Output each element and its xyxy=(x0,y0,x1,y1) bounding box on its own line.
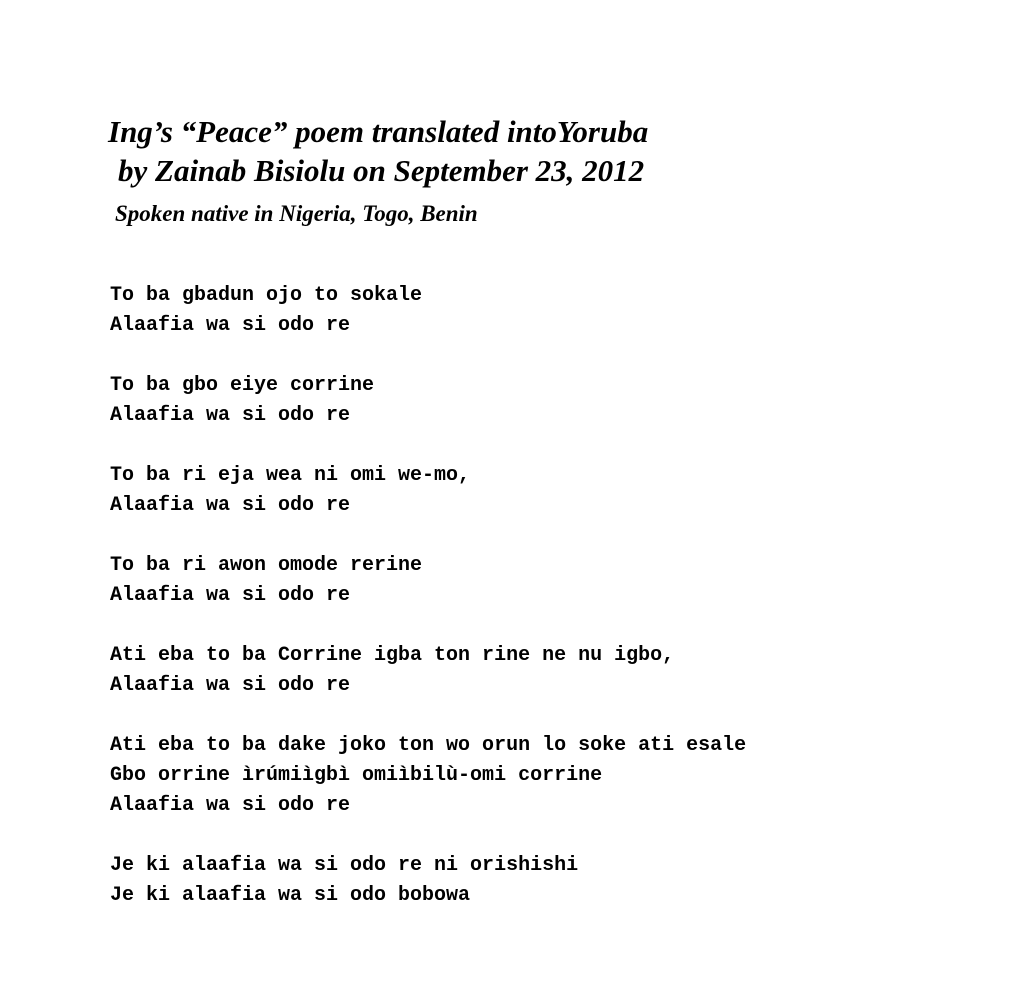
poem-line: Alaafia wa si odo re xyxy=(110,404,351,427)
title-line-2: by Zainab Bisiolu on September 23, 2012 xyxy=(118,153,645,188)
stanza xyxy=(110,551,746,611)
poem-line: Alaafia wa si odo re xyxy=(110,314,351,337)
poem-body xyxy=(110,281,746,941)
poem-line: To ba gbo eiye corrine xyxy=(110,374,375,397)
poem-line: To ba ri awon omode rerine xyxy=(110,554,423,577)
poem-line: Alaafia wa si odo re xyxy=(110,674,351,697)
stanza xyxy=(110,281,746,341)
document-heading xyxy=(108,112,648,228)
poem-line: Je ki alaafia wa si odo re ni orishishi xyxy=(110,854,579,877)
poem-line: To ba gbadun ojo to sokale xyxy=(110,284,423,307)
poem-line: Ati eba to ba Corrine igba ton rine ne nu igbo, xyxy=(110,644,675,667)
title-line-1: Ing’s “Peace” poem translated intoYoruba xyxy=(108,114,649,149)
poem-line: Gbo orrine ìrúmiìgbì omiìbilù-omi corrine xyxy=(110,764,603,787)
poem-line: Je ki alaafia wa si odo bobowa xyxy=(110,884,471,907)
poem-line: Alaafia wa si odo re xyxy=(110,584,351,607)
stanza xyxy=(110,851,746,911)
poem-line: Ati eba to ba dake joko ton wo orun lo soke ati esale xyxy=(110,734,747,757)
stanza xyxy=(110,461,746,521)
stanza xyxy=(110,371,746,431)
stanza xyxy=(110,731,746,821)
poem-line: To ba ri eja wea ni omi we-mo, xyxy=(110,464,471,487)
poem-line: Alaafia wa si odo re xyxy=(110,794,351,817)
subtitle: Spoken native in Nigeria, Togo, Benin xyxy=(115,201,478,226)
stanza xyxy=(110,641,746,701)
poem-line: Alaafia wa si odo re xyxy=(110,494,351,517)
